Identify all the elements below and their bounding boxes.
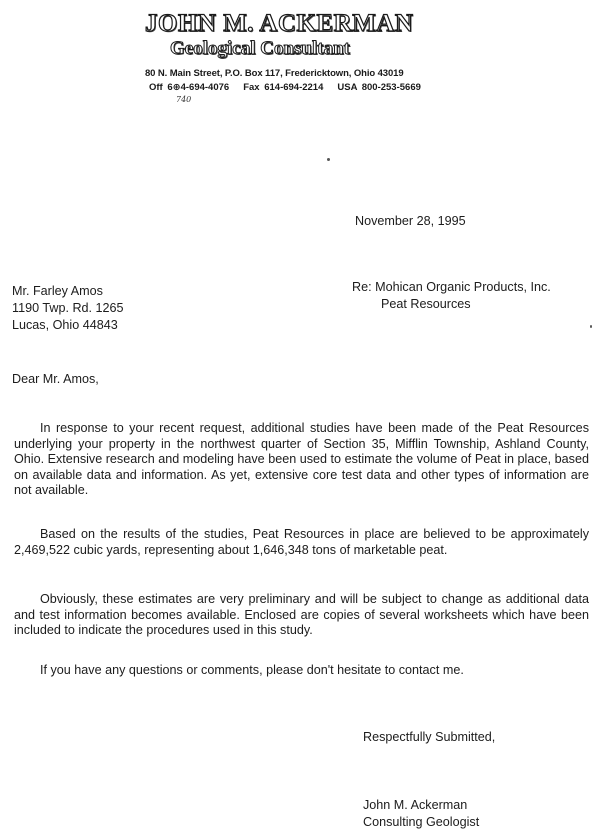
body-paragraph: In response to your recent request, additional studies have been made of the Peat Resources underlying your property in the northwest quarter of Section 35, Mifflin Township, Ashland County, Ohio. Extensive research and modeling have been used to estimate the volume of Peat in place, based on available data and information. As yet, extensive core test data and other types of information are not available. bbox=[14, 421, 589, 498]
recipient-address bbox=[12, 284, 124, 335]
office-phone: Off 6⊕4-694-4076 bbox=[149, 82, 230, 93]
letterhead-phones bbox=[149, 82, 421, 93]
recipient-line: 1190 Twp. Rd. 1265 bbox=[12, 301, 124, 315]
body-paragraph: If you have any questions or comments, please don't hesitate to contact me. bbox=[40, 663, 464, 677]
usa-phone: USA 800-253-5669 bbox=[337, 82, 421, 93]
scan-speck bbox=[590, 325, 592, 328]
fax-number: Fax 614-694-2214 bbox=[243, 82, 324, 93]
salutation: Dear Mr. Amos, bbox=[12, 372, 99, 386]
letterhead-subtitle: Geological Consultant bbox=[170, 38, 350, 59]
body-paragraph: Based on the results of the studies, Peat Resources in place are believed to be approximately 2,469,522 cubic yards, representing about 1,646,348 tons of marketable peat. bbox=[14, 527, 589, 557]
reference-line-2: Peat Resources bbox=[381, 297, 471, 311]
signature-name: John M. Ackerman bbox=[363, 798, 468, 812]
body-paragraph: Obviously, these estimates are very preliminary and will be subject to change as additional data and test information becomes available. Enclosed are copies of several worksheets which have been included to indicate the procedures used in this study. bbox=[14, 592, 589, 638]
recipient-line: Mr. Farley Amos bbox=[12, 284, 103, 298]
scan-speck bbox=[327, 158, 330, 161]
closing: Respectfully Submitted, bbox=[363, 730, 496, 744]
letterhead-address: 80 N. Main Street, P.O. Box 117, Fredericktown, Ohio 43019 bbox=[145, 68, 404, 79]
letter-date: November 28, 1995 bbox=[355, 214, 466, 228]
signature-title: Consulting Geologist bbox=[363, 815, 480, 829]
reference-line-1: Re: Mohican Organic Products, Inc. bbox=[352, 280, 551, 294]
handwritten-area-code: 740 bbox=[176, 95, 192, 104]
reference-block bbox=[352, 280, 551, 314]
letterhead-name: JOHN M. ACKERMAN bbox=[145, 10, 414, 37]
recipient-line: Lucas, Ohio 44843 bbox=[12, 318, 118, 332]
